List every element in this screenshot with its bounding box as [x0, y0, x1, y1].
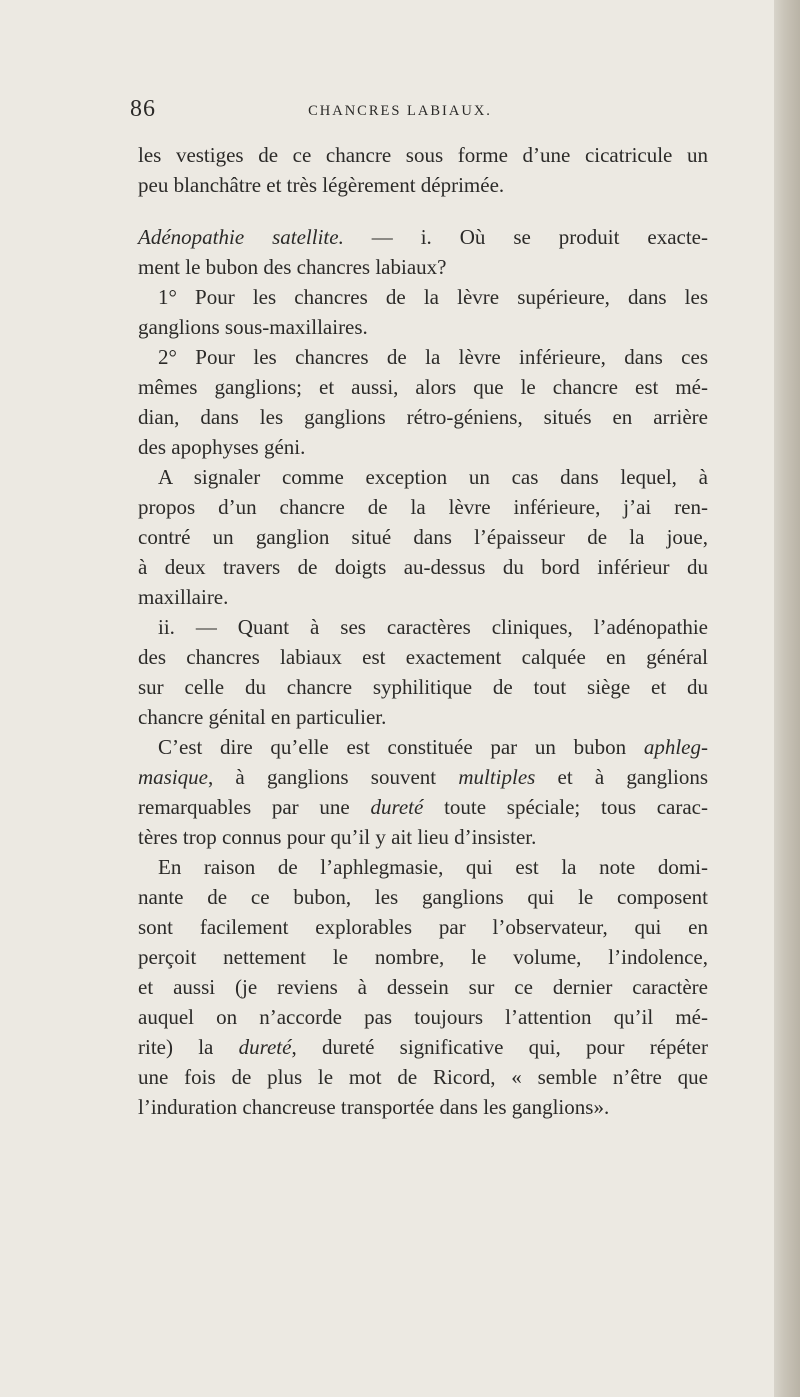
text-line: [138, 672, 708, 702]
text-line: [138, 642, 708, 672]
text-run: contré un ganglion situé dans l’épaisseur de la joue,: [138, 525, 708, 549]
page-header: [0, 96, 800, 126]
text-run: propos d’un chancre de la lèvre inférieure, j’ai ren-: [138, 495, 708, 519]
text-line: [138, 732, 708, 762]
text-line: [138, 822, 708, 852]
page-edge-shadow: [774, 0, 800, 1397]
text-run: mêmes ganglions; et aussi, alors que le chancre est mé-: [138, 375, 708, 399]
text-run: et aussi (je reviens à dessein sur ce dernier caractère: [138, 975, 708, 999]
text-run: rite) la: [138, 1035, 239, 1059]
text-run: l’induration chancreuse transportée dans les ganglions».: [138, 1095, 610, 1119]
text-line: [138, 912, 708, 942]
text-line: [138, 252, 708, 282]
italic-text: dureté: [370, 795, 424, 819]
text-line: [138, 582, 708, 612]
text-run: sont facilement explorables par l’observateur, qui en: [138, 915, 708, 939]
text-line: [138, 522, 708, 552]
text-line: [138, 702, 708, 732]
text-line: [138, 312, 708, 342]
text-run: — i. Où se produit exacte-: [343, 225, 708, 249]
text-run: et à ganglions: [535, 765, 709, 789]
text-run: des chancres labiaux est exactement calquée en général: [138, 645, 708, 669]
text-line: [138, 1032, 708, 1062]
text-run: peu blanchâtre et très légèrement déprimée.: [138, 173, 505, 197]
text-run: 2° Pour les chancres de la lèvre inférieure, dans ces: [158, 345, 708, 369]
text-run: A signaler comme exception un cas dans lequel, à: [158, 465, 708, 489]
italic-text: masique: [138, 765, 208, 789]
text-line: [138, 140, 708, 170]
text-line: [138, 342, 708, 372]
text-run: à deux travers de doigts au-dessus du bord inférieur du: [138, 555, 708, 579]
text-run: ment le bubon des chancres labiaux?: [138, 255, 447, 279]
text-line: [138, 432, 708, 462]
italic-text: aphleg-: [643, 735, 708, 759]
text-run: 1° Pour les chancres de la lèvre supérieure, dans les: [158, 285, 708, 309]
body-text: [138, 140, 708, 1122]
text-line: [138, 492, 708, 522]
text-run: ii. — Quant à ses caractères cliniques, l’adénopathie: [158, 615, 708, 639]
text-run: maxillaire.: [138, 585, 229, 609]
text-run: En raison de l’aphlegmasie, qui est la note domi-: [158, 855, 708, 879]
page-number: 86: [130, 96, 156, 122]
text-line: [138, 170, 708, 200]
text-line: [138, 1062, 708, 1092]
text-line: [138, 552, 708, 582]
text-line: [138, 882, 708, 912]
text-line: [138, 1002, 708, 1032]
text-line: [138, 792, 708, 822]
text-run: , à ganglions souvent: [208, 765, 459, 789]
text-line: [138, 402, 708, 432]
text-run: les vestiges de ce chancre sous forme d’une cicatricule un: [138, 143, 708, 167]
text-line: [138, 852, 708, 882]
text-run: toute spéciale; tous carac-: [423, 795, 708, 819]
text-run: une fois de plus le mot de Ricord, « semble n’être que: [138, 1065, 708, 1089]
text-run: remarquables par une: [138, 795, 371, 819]
text-run: ganglions sous-maxillaires.: [138, 315, 368, 339]
italic-text: dureté: [238, 1035, 292, 1059]
text-run: C’est dire qu’elle est constituée par un bubon: [158, 735, 644, 759]
text-line: [138, 972, 708, 1002]
text-line: [138, 222, 708, 252]
text-run: tères trop connus pour qu’il y ait lieu d’insister.: [138, 825, 537, 849]
text-line: [138, 762, 708, 792]
italic-text: multiples: [458, 765, 536, 789]
text-run: sur celle du chancre syphilitique de tout siège et du: [138, 675, 708, 699]
running-head: CHANCRES LABIAUX.: [308, 103, 492, 119]
text-run: chancre génital en particulier.: [138, 705, 387, 729]
text-line: [138, 1092, 708, 1122]
text-line: [138, 612, 708, 642]
text-run: nante de ce bubon, les ganglions qui le composent: [138, 885, 708, 909]
text-run: dian, dans les ganglions rétro-géniens, situés en arrière: [138, 405, 708, 429]
text-line: [138, 282, 708, 312]
text-line: [138, 942, 708, 972]
text-run: des apophyses géni.: [138, 435, 306, 459]
text-run: , dureté significative qui, pour répéter: [291, 1035, 708, 1059]
italic-text: Adénopathie satellite.: [138, 225, 344, 249]
text-line: [138, 462, 708, 492]
text-run: perçoit nettement le nombre, le volume, l’indolence,: [138, 945, 708, 969]
text-run: auquel on n’accorde pas toujours l’attention qu’il mé-: [138, 1005, 708, 1029]
text-line: [138, 372, 708, 402]
